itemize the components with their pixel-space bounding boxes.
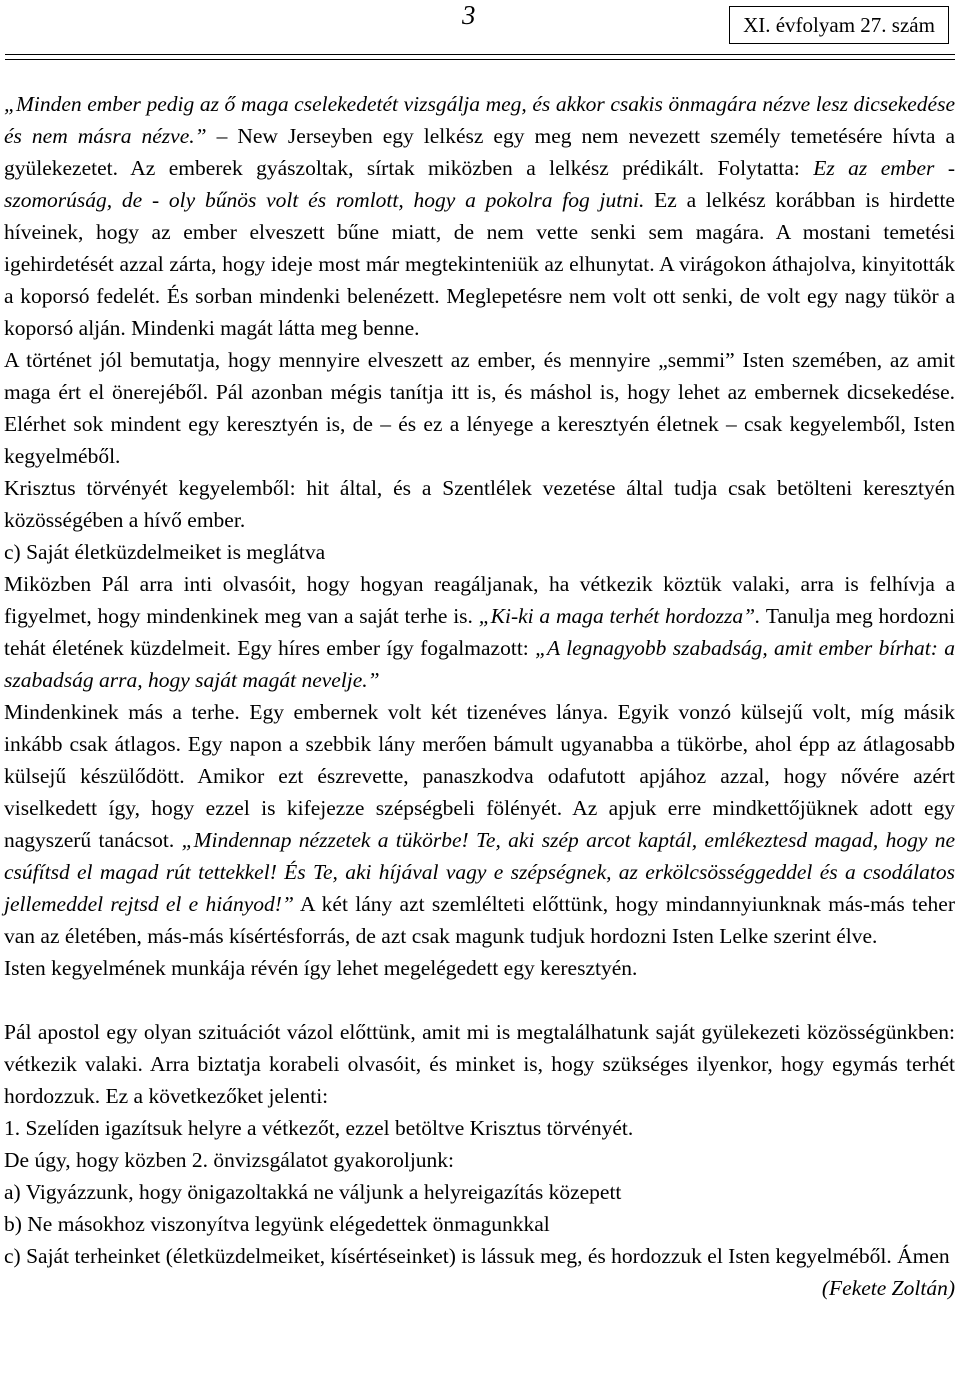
author-signature: (Fekete Zoltán) — [821, 1276, 955, 1300]
paragraph-1 — [4, 88, 955, 344]
paragraph-gap — [4, 984, 955, 1016]
paragraph-text: – New Jerseyben egy lelkész egy meg nem nevezett személy temetésére hívta a gyülekezetet. Az emberek gyászoltak, sírtak miközben a lelkész prédikált. Folytatta: — [4, 124, 955, 180]
paragraph-text: Ez a lelkész korábban is hirdette híveinek, hogy az ember elveszett bűne miatt, de nem vette senki sem magára. A mostani temetési igehirdetését azzal zárta, hogy ideje most már megtekinteniük az elhunytat. A virágokon áthajolva, kinyitották a koporsó fedelét. És sorban mindenki belenézett. Meglepetésre nem volt ott senki, de volt egy nagy tükör a koporsó alján. Mindenki magát látta meg benne. — [4, 188, 955, 340]
article-body — [4, 88, 955, 1304]
paragraph-text: Miközben Pál arra inti olvasóit, hogy hogyan reagáljanak, ha vétkezik köztük valaki, arra is felhívja a figyelmet, hogy mindenkinek meg van a saját terhe is. — [4, 572, 955, 628]
quote: „A legnagyobb szabadság, amit ember bírhat: a szabadság arra, hogy saját magát nevelje.” — [4, 636, 955, 692]
paragraph-text: A két lány azt szemlélteti előttünk, hogy mindannyiunknak más-más teher van az életében, más-más kísértésforrás, de azt csak magunk tudjuk hordozni Isten Lelke szerint élve. — [4, 892, 955, 948]
header-rule-bottom — [5, 59, 955, 60]
section-heading-c: c) Saját életküzdelmeiket is meglátva — [4, 540, 326, 564]
list-item: a) Vigyázzunk, hogy önigazoltakká ne váljunk a helyreigazítás közepett — [4, 1180, 622, 1204]
paragraph-6: Isten kegyelmének munkája révén így lehet megelégedett egy keresztyén. — [4, 956, 638, 980]
list-item: De úgy, hogy közben 2. önvizsgálatot gyakoroljunk: — [4, 1148, 455, 1172]
page-number: 3 — [462, 0, 476, 30]
paragraph-7: Pál apostol egy olyan szituációt vázol előttünk, amit mi is megtalálhatunk saját gyülekezeti közösségünkben: vétkezik valaki. Arra biztatja korabeli olvasóit, és minket is, hogy szükséges ilyenkor, hogy egymás terhét hordozzuk. Ez a következőket jelenti: — [4, 1020, 955, 1108]
issue-label: XI. évfolyam 27. szám — [729, 6, 949, 44]
list-item: b) Ne másokhoz viszonyítva legyünk elégedettek önmagunkkal — [4, 1212, 550, 1236]
paragraph-text: Tanulja meg hordozni tehát életének küzdelmeit. Egy híres ember így fogalmazott: — [4, 604, 955, 660]
header-rule-top — [5, 54, 955, 55]
list-item: 1. Szelíden igazítsuk helyre a vétkezőt, ezzel betöltve Krisztus törvényét. — [4, 1116, 634, 1140]
preacher-quote: Ez az ember - szomorúság, de - oly bűnös volt és romlott, hogy a pokolra fog jutni. — [4, 156, 955, 212]
list-item: c) Saját terheinket (életküzdelmeiket, kísértéseinket) is lássuk meg, és hordozzuk el Isten kegyelméből. Ámen — [4, 1244, 950, 1268]
quote: „Mindennap nézzetek a tükörbe! Te, aki szép arcot kaptál, emlékeztesd magad, hogy ne csúfítsd el magad rút tettekkel! És Te, aki híjával vagy e szépségnek, az erkölcsösséggeddel és a csodálatos jellemeddel rejtsd el e hiányod!” — [4, 828, 955, 916]
quote: „Ki-ki a maga terhét hordozza”. — [478, 604, 761, 628]
paragraph-2: A történet jól bemutatja, hogy mennyire elveszett az ember, és mennyire „semmi” Isten szemében, az amit maga ért el önerejéből. Pál azonban mégis tanítja itt is, és máshol is, hogy lehet az embernek dicsekedése. Elérhet sok mindent egy keresztyén is, de – és ez a lényege a keresztyén életnek – csak kegyelemből, Isten kegyelméből. — [4, 348, 955, 468]
paragraph-3: Krisztus törvényét kegyelemből: hit által, és a Szentlélek vezetése által tudja csak betölteni keresztyén közösségében a hívő ember. — [4, 476, 955, 532]
opening-quote: „Minden ember pedig az ő maga cselekedetét vizsgálja meg, és akkor csakis önmagára nézve lesz dicsekedése és nem másra nézve.” — [4, 92, 955, 148]
paragraph-4 — [4, 568, 955, 696]
paragraph-text: Mindenkinek más a terhe. Egy embernek volt két tizenéves lánya. Egyik vonzó külsejű volt, míg másik inkább csak átlagos. Egy napon a szebbik lány merően bámult ugyanabba a tükörbe, ahol épp az átlagosabb külsejű készülődött. Amikor ezt észrevette, panaszkodva odafutott apjához azzal, hogy nővére azért viselkedett így, hogy ezzel is kifejezze szépségbeli fölényét. Az apjuk erre mindkettőjüknek adott egy nagyszerű tanácsot. — [4, 700, 955, 852]
paragraph-5 — [4, 696, 955, 952]
